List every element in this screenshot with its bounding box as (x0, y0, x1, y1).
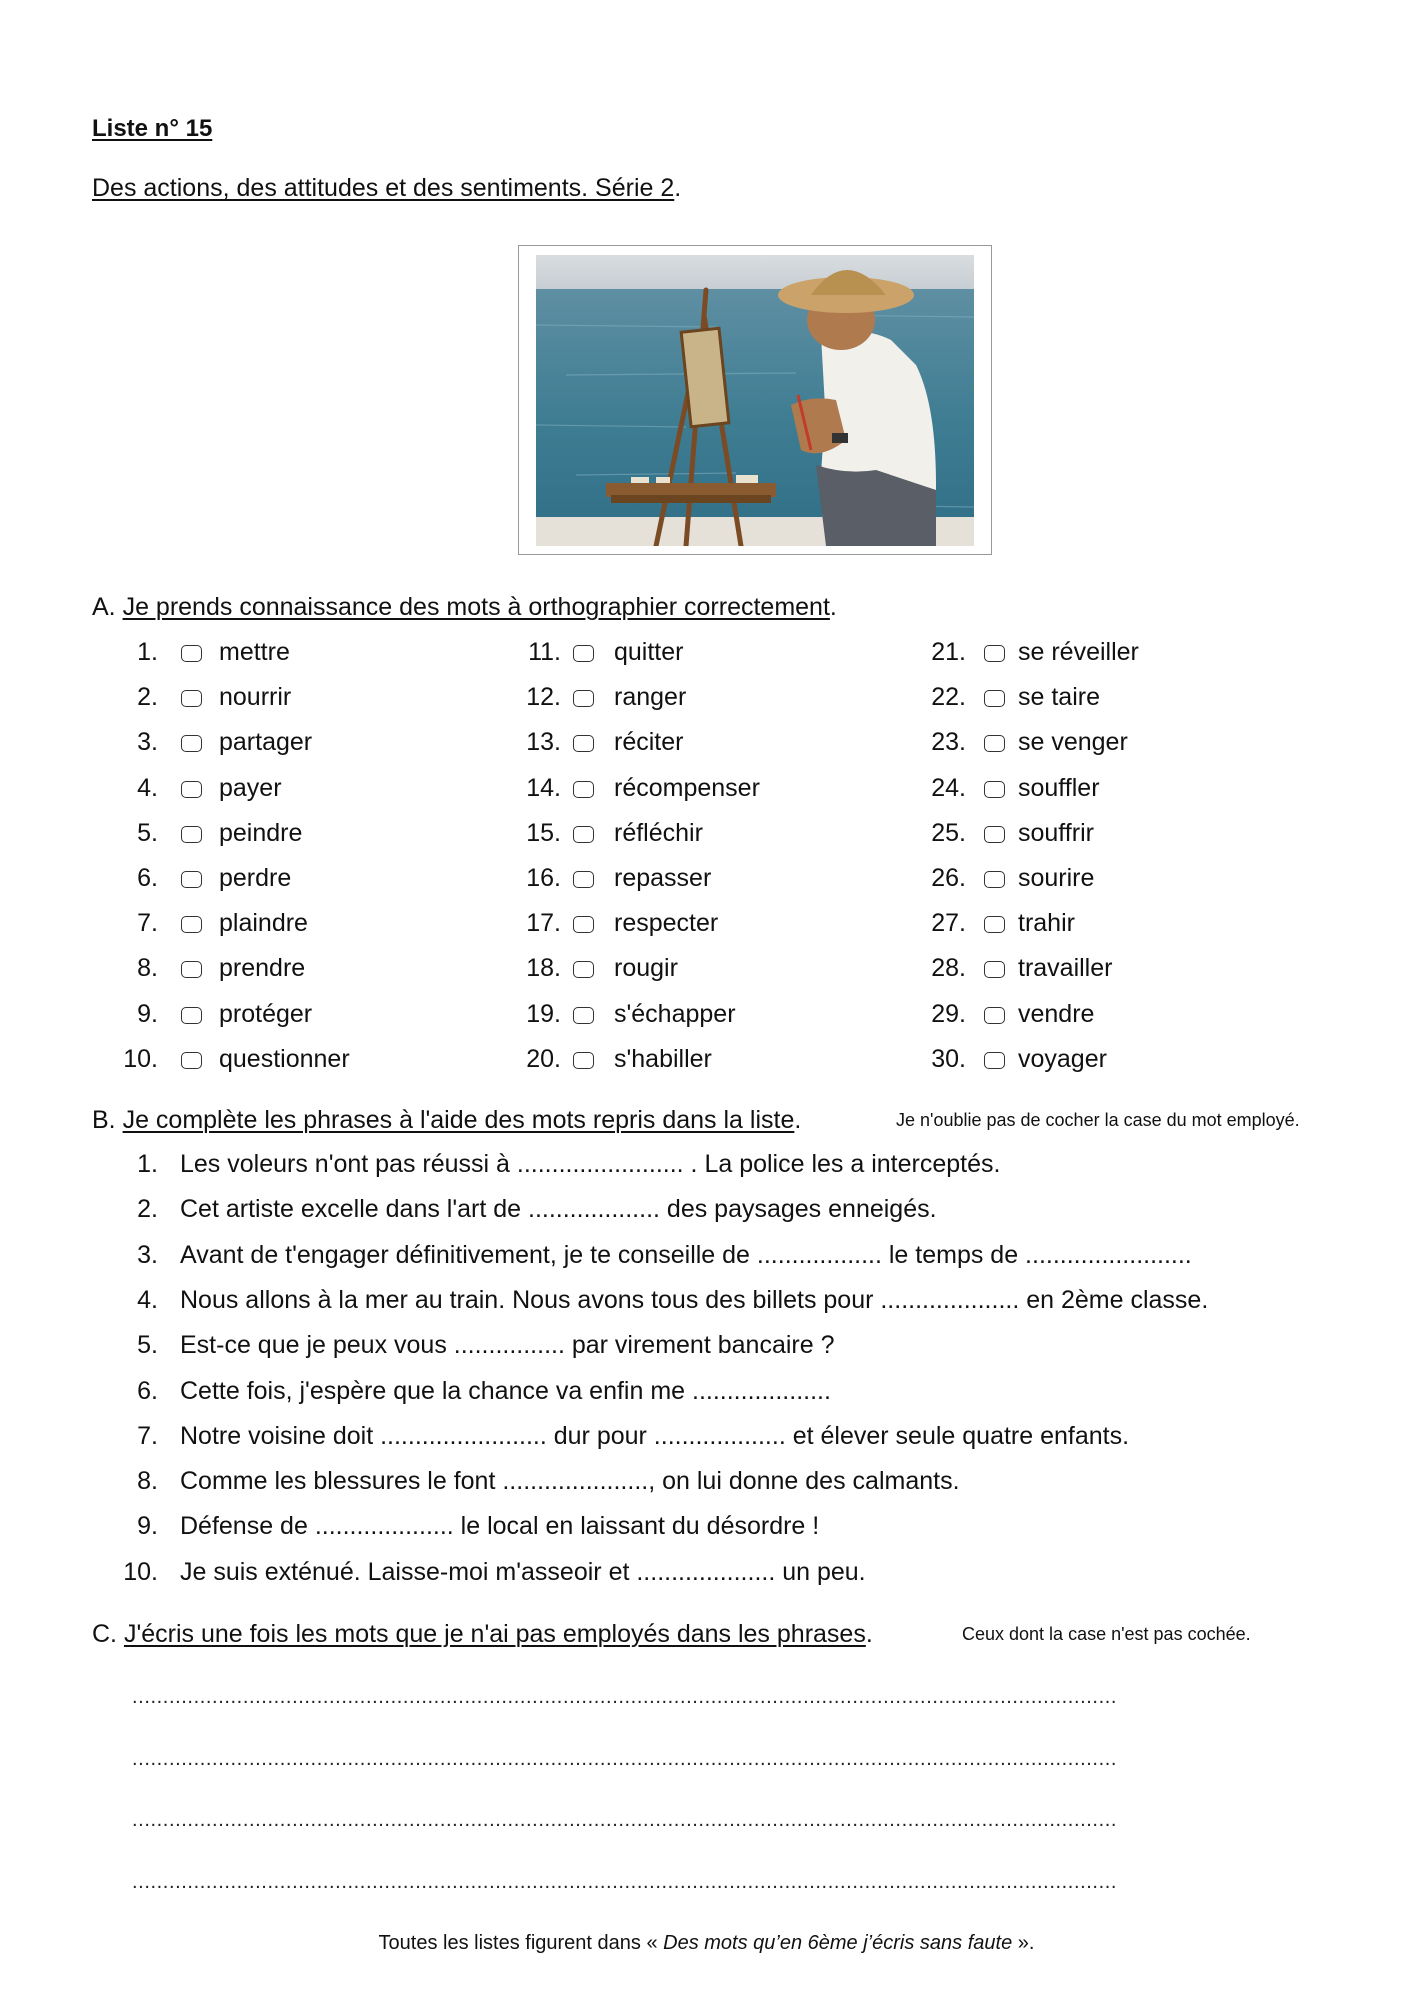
word-text: payer (219, 773, 282, 802)
word-number: 15. (526, 818, 561, 847)
word-number: 21. (931, 638, 966, 666)
sentence-number: 1. (137, 1150, 158, 1178)
painter-photo (518, 245, 992, 555)
word-number: 10. (123, 1044, 158, 1073)
word-number: 6. (137, 863, 158, 892)
sentence-number: 8. (137, 1467, 158, 1496)
word-checkbox[interactable] (984, 1052, 1005, 1069)
word-text: se réveiller (1018, 638, 1139, 666)
subtitle-period: . (674, 174, 682, 202)
word-number: 14. (526, 773, 561, 802)
word-text: quitter (614, 638, 684, 666)
section-c-letter: C. (92, 1620, 117, 1648)
word-checkbox[interactable] (984, 645, 1005, 662)
answer-line[interactable]: ................................................................................................................................................................ (132, 1686, 1118, 1708)
list-subtitle (92, 174, 681, 203)
word-number: 30. (931, 1044, 966, 1073)
sentence-number: 9. (137, 1512, 158, 1541)
word-text: rougir (614, 954, 678, 983)
sentence-text[interactable]: Cet artiste excelle dans l'art de ................... des paysages enneigés. (180, 1195, 937, 1224)
word-text: se taire (1018, 683, 1100, 712)
list-title: Liste n° 15 (92, 115, 213, 142)
word-text: se venger (1018, 728, 1128, 757)
sentence-number: 5. (137, 1331, 158, 1360)
sentence-text[interactable]: Est-ce que je peux vous ................ par virement bancaire ? (180, 1331, 835, 1360)
section-c-heading (92, 1620, 873, 1649)
subtitle-text: Des actions, des attitudes et des sentiments. Série 2 (92, 174, 675, 202)
section-a-title: Je prends connaissance des mots à orthographier correctement (122, 593, 830, 621)
word-number: 2. (137, 683, 158, 712)
word-checkbox[interactable] (984, 961, 1005, 978)
word-number: 20. (526, 1044, 561, 1073)
word-number: 18. (526, 954, 561, 983)
sentence-text[interactable]: Cette fois, j'espère que la chance va enfin me .................... (180, 1376, 831, 1405)
word-text: respecter (614, 909, 719, 938)
word-checkbox[interactable] (984, 690, 1005, 707)
word-column-3 (0, 638, 1413, 1090)
sentence-text[interactable]: Je suis exténué. Laisse-moi m'asseoir et .................... un peu. (180, 1557, 866, 1586)
word-number: 16. (526, 863, 561, 892)
sentence-text[interactable]: Notre voisine doit ........................ dur pour ................... et élever seule quatre enfants. (180, 1421, 1130, 1450)
sentence-number: 6. (137, 1376, 158, 1405)
section-c-title: J'écris une fois les mots que je n'ai pas employés dans les phrases (123, 1620, 866, 1648)
word-checkbox[interactable] (984, 781, 1005, 798)
painter-at-easel-by-sea-photo (536, 255, 974, 546)
section-a-period: . (829, 593, 837, 621)
word-text: vendre (1018, 999, 1095, 1028)
word-number: 8. (137, 954, 158, 983)
word-text: réfléchir (614, 818, 703, 847)
footer-prefix: Toutes les listes figurent dans « (378, 1932, 664, 1954)
sentence-number: 4. (137, 1285, 158, 1314)
section-a-letter: A. (92, 593, 116, 621)
section-b-heading (92, 1106, 801, 1135)
word-item (0, 954, 1413, 999)
word-text: réciter (614, 728, 684, 757)
word-item (0, 1000, 1413, 1045)
sentence-text[interactable]: Défense de .................... le local en laissant du désordre ! (180, 1512, 820, 1541)
word-text: protéger (219, 999, 313, 1028)
word-checkbox[interactable] (984, 826, 1005, 843)
word-number: 3. (137, 728, 158, 757)
section-b-letter: B. (92, 1106, 116, 1134)
word-text: mettre (219, 638, 290, 666)
word-text: travailler (1018, 954, 1113, 983)
word-number: 26. (931, 863, 966, 892)
footer-book-title: Des mots qu’en 6ème j’écris sans faute (663, 1932, 1013, 1954)
sentence-number: 3. (137, 1240, 158, 1269)
word-item (0, 1045, 1413, 1090)
word-number: 4. (137, 773, 158, 802)
word-text: s'habiller (614, 1044, 712, 1073)
sentence-number: 7. (137, 1421, 158, 1450)
word-text: trahir (1018, 909, 1075, 938)
section-b-note: Je n'oublie pas de cocher la case du mot employé. (896, 1110, 1300, 1130)
word-text: souffrir (1018, 818, 1094, 847)
word-text: ranger (614, 683, 687, 712)
word-number: 24. (931, 773, 966, 802)
section-a-heading (92, 593, 837, 622)
word-number: 25. (931, 818, 966, 847)
word-number: 11. (528, 638, 561, 666)
word-text: nourrir (219, 683, 292, 712)
word-number: 23. (931, 728, 966, 757)
word-number: 27. (931, 909, 966, 938)
word-text: questionner (219, 1044, 350, 1073)
word-checkbox[interactable] (984, 916, 1005, 933)
word-text: repasser (614, 863, 712, 892)
word-text: voyager (1018, 1044, 1107, 1073)
word-checkbox[interactable] (984, 871, 1005, 888)
word-item (0, 683, 1413, 728)
section-c-period: . (865, 1620, 873, 1648)
word-number: 19. (526, 999, 561, 1028)
word-number: 28. (931, 954, 966, 983)
sentence-number: 2. (137, 1195, 158, 1224)
word-item (0, 638, 1413, 683)
word-item (0, 774, 1413, 819)
word-text: sourire (1018, 863, 1095, 892)
word-checkbox[interactable] (984, 735, 1005, 752)
sentence-text[interactable]: Les voleurs n'ont pas réussi à ........................ . La police les a interceptés. (180, 1150, 1001, 1178)
word-text: partager (219, 728, 313, 757)
word-text: peindre (219, 818, 303, 847)
sentence-number: 10. (123, 1557, 158, 1586)
word-text: prendre (219, 954, 306, 983)
answer-line[interactable]: ................................................................................................................................................................ (132, 1747, 1118, 1770)
word-number: 17. (526, 909, 561, 938)
sentence-text[interactable]: Nous allons à la mer au train. Nous avons tous des billets pour .................... en 2ème classe. (180, 1285, 1209, 1314)
word-item (0, 909, 1413, 954)
section-c-note: Ceux dont la case n'est pas cochée. (962, 1624, 1251, 1644)
footer-note (0, 1932, 1413, 1955)
word-number: 12. (526, 683, 561, 712)
word-text: plaindre (219, 909, 308, 938)
word-text: perdre (219, 863, 292, 892)
word-item (0, 819, 1413, 864)
answer-line[interactable]: ................................................................................................................................................................ (132, 1809, 1118, 1831)
word-number: 5. (137, 818, 158, 847)
word-checkbox[interactable] (984, 1007, 1005, 1024)
word-number: 22. (931, 683, 966, 712)
footer-suffix: ». (1012, 1932, 1035, 1954)
word-text: récompenser (614, 773, 760, 802)
word-number: 13. (526, 728, 561, 757)
answer-line[interactable]: ................................................................................................................................................................ (132, 1870, 1118, 1893)
sentence-text[interactable]: Avant de t'engager définitivement, je te conseille de .................. le temps de ........................ (180, 1240, 1192, 1269)
word-number: 7. (137, 909, 158, 938)
word-text: souffler (1018, 773, 1100, 802)
word-number: 29. (931, 999, 966, 1028)
word-item (0, 864, 1413, 909)
word-text: s'échapper (614, 999, 736, 1028)
word-item (0, 728, 1413, 773)
word-number: 1. (137, 638, 158, 666)
section-b-title: Je complète les phrases à l'aide des mots repris dans la liste (122, 1106, 795, 1134)
word-number: 9. (137, 999, 158, 1028)
section-b-period: . (794, 1106, 802, 1134)
sentence-text[interactable]: Comme les blessures le font ....................., on lui donne des calmants. (180, 1467, 960, 1496)
